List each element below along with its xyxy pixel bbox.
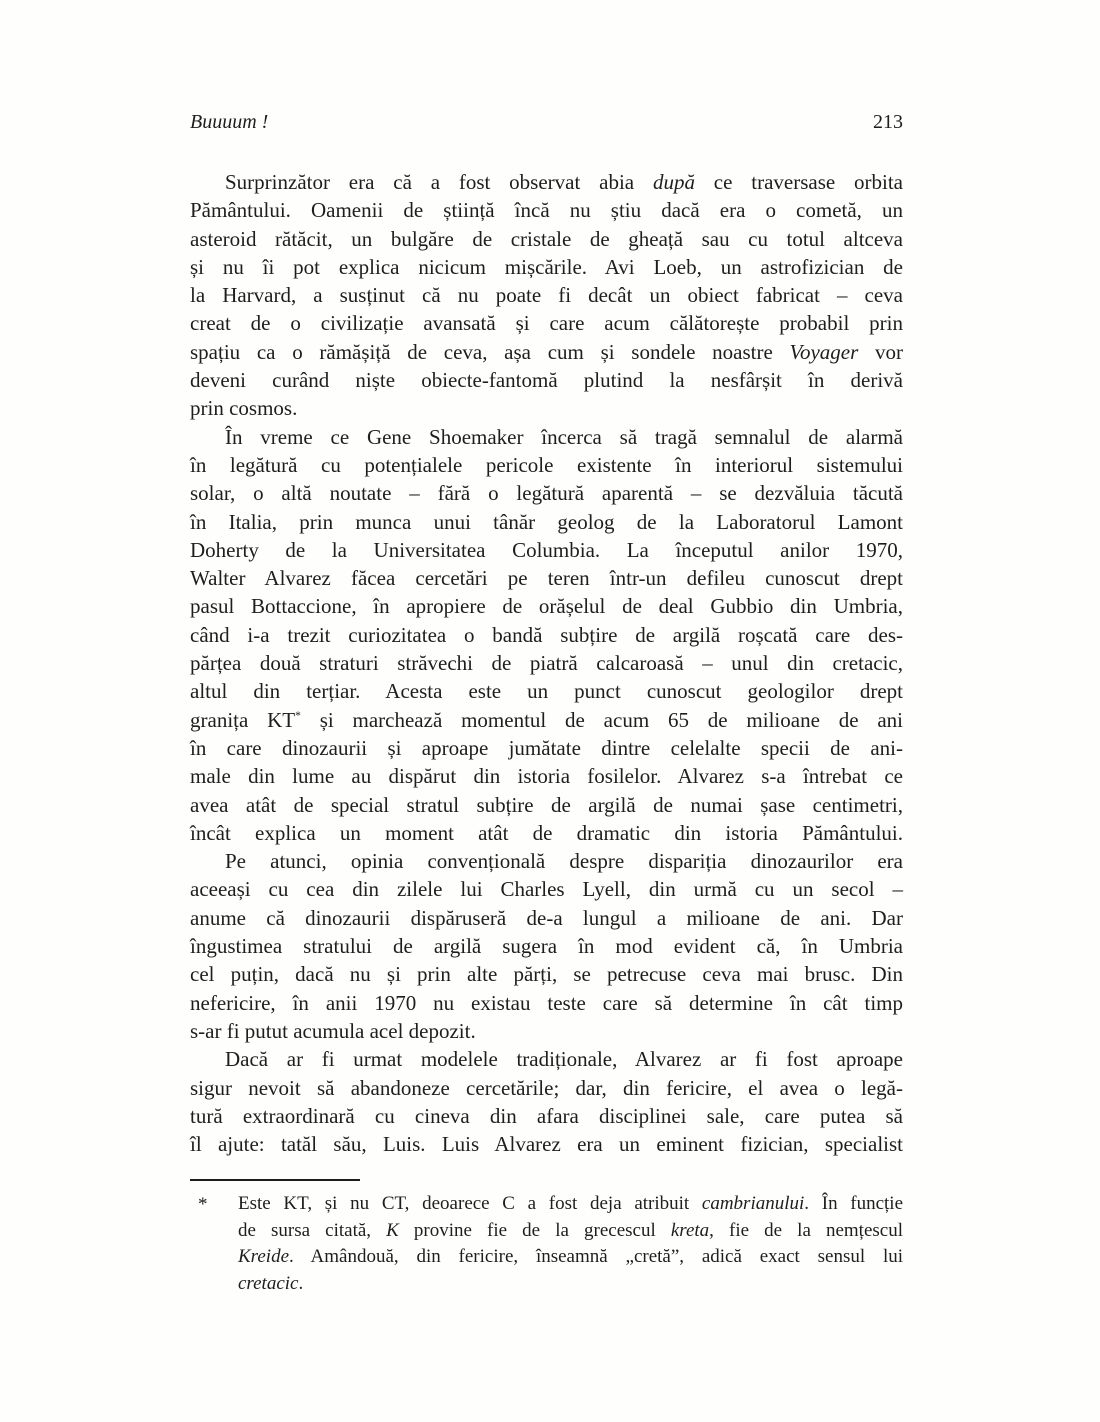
text-line — [190, 677, 903, 705]
text-line — [190, 451, 903, 479]
text-line — [238, 1191, 903, 1218]
text-line — [190, 508, 903, 536]
text-segment: . — [298, 1273, 304, 1295]
text-segment: prin cosmos. — [190, 396, 298, 421]
text-line — [190, 621, 903, 649]
text-segment: în Italia, prin munca unui tânăr geolog de la Laboratorul Lamont — [190, 509, 903, 534]
text-segment: provine fie de la grecescul — [398, 1219, 671, 1241]
body-text — [190, 168, 903, 1158]
text-line — [190, 762, 903, 790]
text-segment: ce traversase orbita — [694, 170, 903, 194]
text-segment: altul din terțiar. Acesta este un punct cunoscut geologilor drept — [190, 679, 903, 704]
text-line — [190, 847, 903, 875]
text-segment: Este KT, și nu CT, deoarece C a fost deja atribuit — [238, 1193, 702, 1214]
text-segment: Dacă ar fi urmat modelele tradiționale, Alvarez ar fi fost aproape — [225, 1047, 903, 1072]
text-line — [190, 253, 903, 281]
text-segment: tură extraordinară cu cineva din afara disciplinei sale, care putea să — [190, 1103, 903, 1128]
text-line — [190, 649, 903, 677]
running-title: Buuuum ! — [190, 111, 269, 133]
text-line — [190, 960, 903, 988]
text-line — [190, 564, 903, 592]
text-line — [190, 1102, 903, 1130]
italic-text-segment: kreta — [670, 1219, 710, 1241]
footnote-body — [190, 1191, 903, 1298]
text-line — [190, 423, 903, 451]
italic-text-segment: cambrianului — [701, 1193, 805, 1214]
text-segment: . În funcție — [804, 1193, 904, 1214]
text-segment: creat de o civilizație avansată și care acum călătorește probabil prin — [190, 311, 903, 336]
text-line — [238, 1271, 903, 1298]
text-segment: cel puțin, dacă nu și prin alte părți, se petrecuse ceva mai brusc. Din — [190, 962, 903, 987]
footnote-marker: * — [198, 1194, 208, 1215]
text-line — [190, 536, 903, 564]
text-line — [190, 904, 903, 932]
text-line — [190, 338, 903, 366]
text-line — [190, 225, 903, 253]
page-number: 213 — [873, 111, 903, 133]
italic-text-segment: cretacic — [238, 1273, 299, 1295]
text-segment: la Harvard, a susținut că nu poate fi decât un obiect fabricat – ceva — [190, 283, 903, 308]
text-line — [190, 819, 903, 847]
text-line — [190, 706, 903, 734]
text-segment: deveni curând niște obiecte-fantomă plutind la nesfârșit în derivă — [190, 368, 903, 393]
text-line — [190, 791, 903, 819]
text-segment: îl ajute: tatăl său, Luis. Luis Alvarez era un eminent fizician, specialist — [190, 1132, 903, 1157]
text-segment: nefericire, în anii 1970 nu existau teste care să determine în cât timp — [190, 990, 903, 1015]
text-line — [190, 932, 903, 960]
text-line — [190, 1017, 903, 1045]
text-segment: și marchează momentul de acum 65 de milioane de ani — [300, 707, 903, 732]
text-segment: încât explica un moment atât de dramatic din istoria Pământului. — [190, 820, 903, 845]
text-segment: male din lume au dispărut din istoria fosilelor. Alvarez s-a întrebat ce — [190, 764, 903, 789]
text-segment: s-ar fi putut acumula acel depozit. — [190, 1018, 476, 1043]
text-segment: granița KT — [190, 707, 296, 732]
text-segment: aceeași cu cea din zilele lui Charles Lyell, din urmă cu un secol – — [190, 877, 903, 902]
text-line — [238, 1218, 903, 1245]
italic-text-segment: după — [652, 170, 695, 194]
text-segment: și nu îi pot explica nicicum mișcările. Avi Loeb, un astrofizician de — [190, 254, 903, 279]
paragraph — [190, 168, 903, 423]
paragraph — [190, 423, 903, 847]
text-segment: Walter Alvarez făcea cercetări pe teren într-un defileu cunoscut drept — [190, 566, 903, 591]
text-line — [190, 1074, 903, 1102]
text-line — [190, 734, 903, 762]
text-line — [190, 394, 903, 422]
text-line — [190, 875, 903, 903]
text-line — [190, 479, 903, 507]
text-segment: Pe atunci, opinia convențională despre dispariția dinozaurilor era — [225, 849, 903, 874]
text-segment: avea atât de special stratul subțire de argilă de numai șase centimetri, — [190, 792, 903, 817]
footnote-separator-rule — [190, 1179, 360, 1181]
text-line — [190, 281, 903, 309]
footnote-reference-marker: * — [295, 709, 301, 722]
italic-text-segment: Kreide — [238, 1246, 290, 1268]
running-header — [190, 111, 903, 134]
text-segment: solar, o altă noutate – fără o legătură aparentă – se dezvăluia tăcută — [190, 481, 903, 506]
text-segment: îngustimea stratului de argilă sugera în mod evident că, în Umbria — [190, 934, 903, 959]
text-line — [190, 1045, 903, 1073]
text-segment: vor — [858, 339, 903, 364]
text-segment: asteroid rătăcit, un bulgăre de cristale de gheață sau cu totul altceva — [190, 226, 903, 251]
text-segment: În vreme ce Gene Shoemaker încerca să tragă semnalul de alarmă — [225, 424, 903, 449]
text-segment: Doherty de la Universitatea Columbia. La începutul anilor 1970, — [190, 537, 903, 562]
text-segment: Surprinzător era că a fost observat abia — [225, 170, 653, 194]
text-line — [190, 366, 903, 394]
text-segment: în care dinozaurii și aproape jumătate dintre celelalte specii de ani- — [190, 735, 903, 760]
text-line — [190, 196, 903, 224]
italic-text-segment: Voyager — [789, 339, 859, 364]
text-segment: când i-a trezit curiozitatea o bandă subțire de argilă roșcată care des- — [190, 622, 903, 647]
text-segment: pasul Bottaccione, în apropiere de orășelul de deal Gubbio din Umbria, — [190, 594, 903, 619]
text-line — [190, 989, 903, 1017]
text-segment: anume că dinozaurii dispăruseră de-a lungul a milioane de ani. Dar — [190, 905, 903, 930]
text-line — [190, 592, 903, 620]
text-segment: de sursa citată, — [238, 1219, 387, 1241]
text-line — [190, 168, 903, 196]
text-segment: , fie de la nemțescul — [709, 1219, 903, 1241]
footnote — [190, 1179, 903, 1298]
paragraph — [190, 847, 903, 1045]
text-segment: . Amândouă, din fericire, înseamnă „cretă”, adică exact sensul lui — [289, 1246, 903, 1268]
paragraph — [190, 1045, 903, 1158]
text-segment: părțea două straturi străvechi de piatră calcaroasă – unul din cretacic, — [190, 651, 903, 676]
italic-text-segment: K — [386, 1219, 399, 1241]
text-segment: spațiu ca o rămășiță de ceva, așa cum și sondele noastre — [190, 339, 790, 364]
text-segment: Pământului. Oamenii de știință încă nu știu dacă era o cometă, un — [190, 198, 903, 223]
text-line — [190, 309, 903, 337]
text-line — [238, 1244, 903, 1271]
text-segment: sigur nevoit să abandoneze cercetările; dar, din fericire, el avea o legă- — [190, 1075, 903, 1100]
text-segment: în legătură cu potențialele pericole existente în interiorul sistemului — [190, 452, 903, 477]
text-line — [190, 1130, 903, 1158]
footnote-lines — [238, 1191, 903, 1298]
